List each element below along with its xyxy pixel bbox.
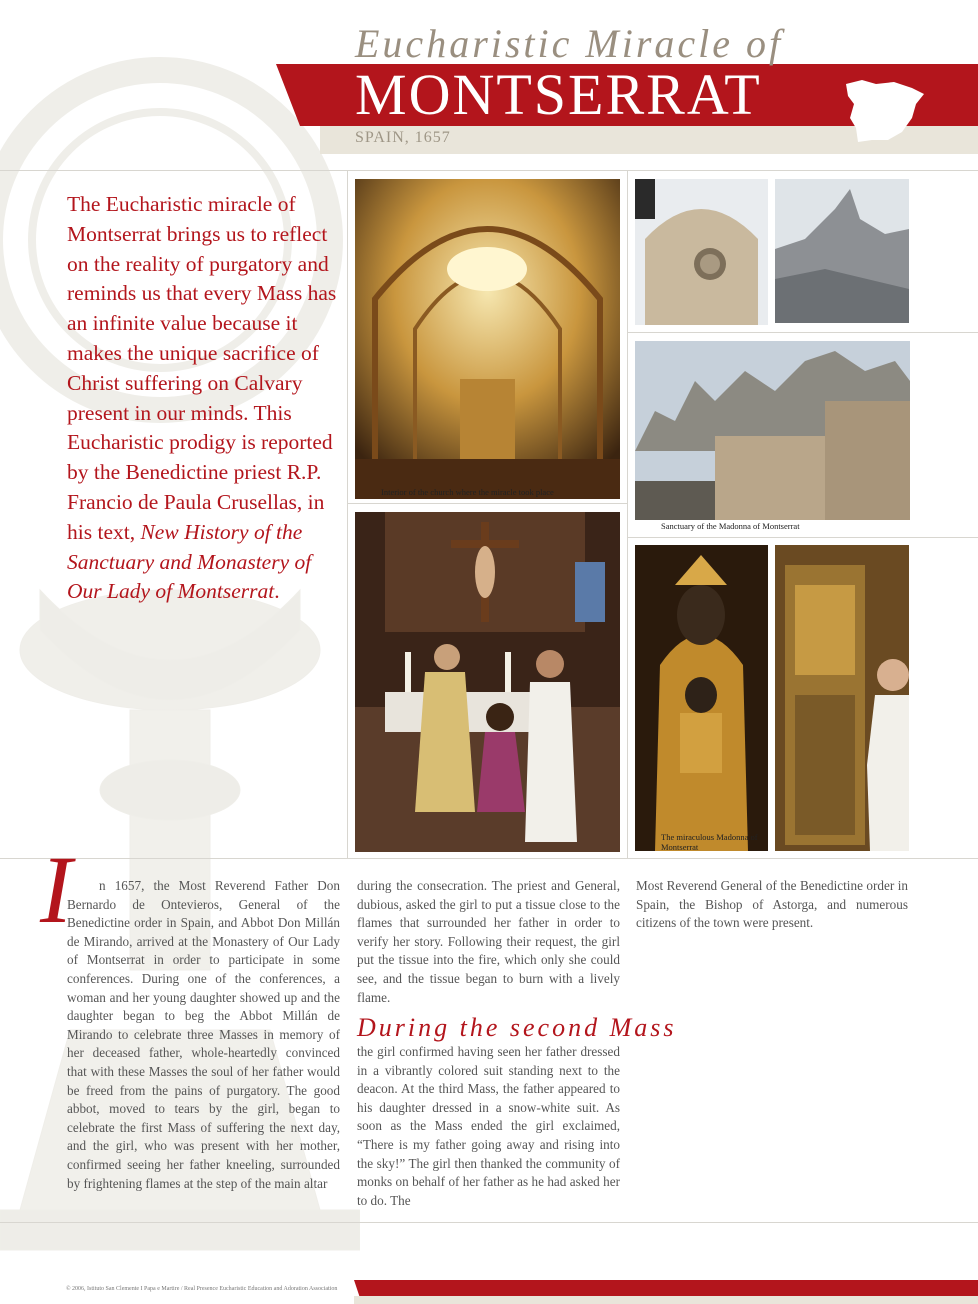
body-paragraph: during the consecration. The priest and General, dubious, asked the girl to put a tissue close to the flames that surrounded her father in order to verify her story. Following their request, the girl put the tissue into the fire, which only she could see, and the tissue began to burn with a lively flame. bbox=[357, 878, 620, 1005]
body-paragraph: Most Reverend General of the Benedictine order in Spain, the Bishop of Astorga, and numerous citizens of the town were present. bbox=[636, 878, 908, 931]
mountain-peak-photo bbox=[775, 179, 909, 323]
footer-band bbox=[354, 1296, 978, 1304]
sanctuary-photo bbox=[635, 341, 910, 520]
section-heading: During the second Mass bbox=[357, 1013, 677, 1042]
footer-credit: © 2006, Istituto San Clemente I Papa e Martire / Real Presence Eucharistic Education and Adoration Association bbox=[66, 1286, 338, 1292]
body-column-3 bbox=[636, 877, 908, 933]
drop-cap: I bbox=[40, 836, 72, 943]
church-interior-photo bbox=[355, 179, 620, 499]
page-title: MONTSERRAT bbox=[355, 62, 762, 127]
book-suffix: . bbox=[274, 579, 280, 604]
intro-paragraph bbox=[67, 190, 347, 607]
body-column-2b bbox=[357, 1043, 620, 1210]
book-title: New History of the Sanctuary and Monastery of Our Lady of Montserrat bbox=[67, 519, 312, 604]
divider bbox=[0, 1222, 978, 1223]
body-paragraph: the girl confirmed having seen her father dressed in a vibrantly colored suit standing next to the deacon. At the third Mass, the father appeared to his daughter dressed in a snow-white suit. As soon as the Mass ended the girl exclaimed, “There is my father going away and rising into the sky!” The girl then thanked the community of monks on behalf of her father as he had asked her to do. The bbox=[357, 1044, 620, 1208]
divider bbox=[627, 537, 978, 538]
page-supertitle: Eucharistic Miracle of bbox=[355, 21, 784, 66]
divider bbox=[0, 858, 978, 859]
body-paragraph: n 1657, the Most Reverend Father Don Bernardo de Ontevieros, General of the Benedictine order in Spain, and Abbot Don Millán de Mirando, arrived at the Monastery of Our Lady of Montserrat in order to participate in some conferences. During one of the conferences, a woman and her young daughter showed up and the daughter began to beg the Abbot Millán de Mirando to celebrate three Masses in memory of her deceased father, whole-heartedly convinced that with these Masses the soul of her father would be freed from the pains of purgatory. The good abbot, moved to tears by the girl, began to celebrate the first Mass of suffering the next day, and the girl, who was present with her mother, confirmed seeing her father kneeling, surrounded by frightening flames at the step of the main altar bbox=[67, 878, 340, 1191]
body-column-2 bbox=[357, 877, 620, 1007]
caption-sanctuary: Sanctuary of the Madonna of Montserrat bbox=[661, 521, 800, 531]
divider bbox=[347, 503, 627, 504]
divider bbox=[627, 170, 628, 858]
divider bbox=[347, 170, 348, 858]
intro-text: The Eucharistic miracle of Montserrat brings us to reflect on the reality of purgatory and reminds us that every Mass has an infinite value because it makes the unique sacrifice of Christ suffering on Calvary present in our minds. This Eucharistic prodigy is reported by the Benedictine priest R.P. Francio de Paula Crusellas, in his text, bbox=[67, 192, 337, 544]
divider bbox=[627, 332, 978, 333]
pope-praying-photo bbox=[775, 545, 909, 851]
body-column-1 bbox=[67, 877, 340, 1193]
divider bbox=[0, 170, 978, 171]
page-subtitle: SPAIN, 1657 bbox=[355, 129, 451, 146]
caption-church-interior: Interior of the church where the miracle took place bbox=[381, 487, 554, 497]
basilica-facade-photo bbox=[635, 179, 768, 325]
madonna-statue-photo bbox=[635, 545, 768, 851]
caption-madonna: The miraculous Madonna of Montserrat bbox=[661, 832, 758, 852]
mass-painting bbox=[355, 512, 620, 852]
spain-map-icon bbox=[842, 74, 928, 146]
